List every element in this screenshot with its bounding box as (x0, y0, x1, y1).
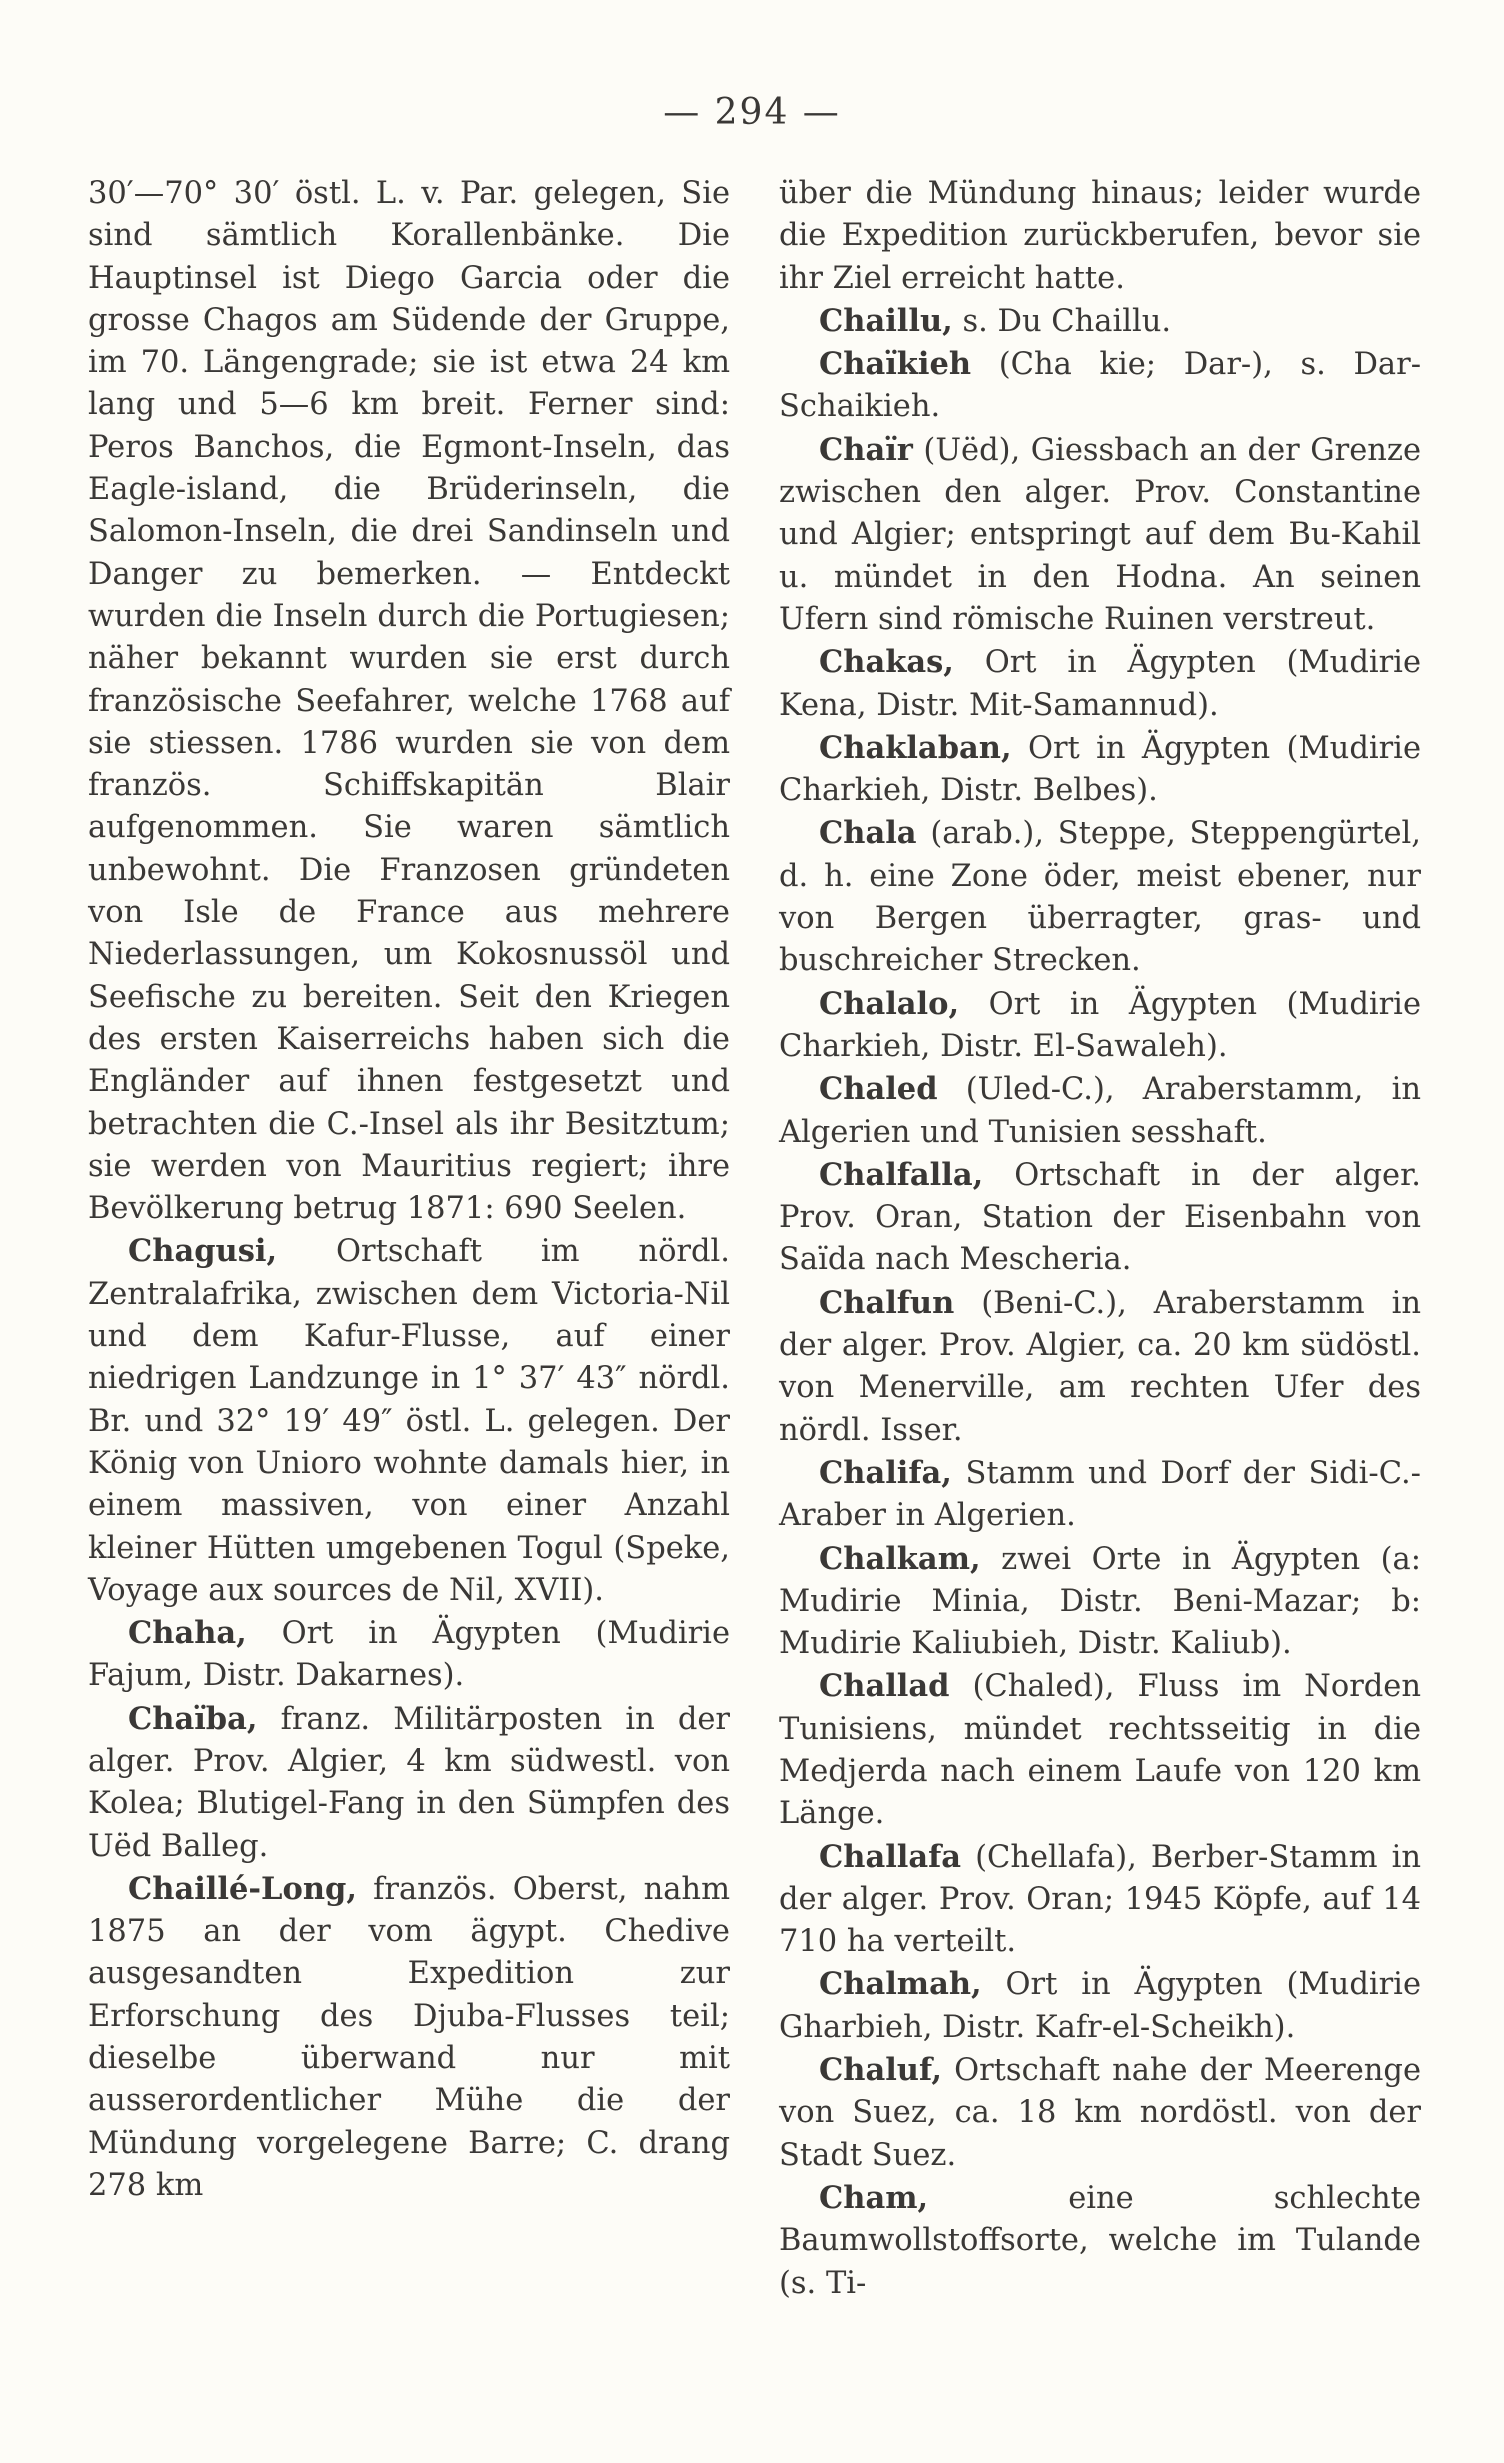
entry-text: Ort in Ägypten (Mudirie Gharbieh, Distr. Kafr-el-Scheikh). (779, 1967, 1421, 2045)
dictionary-entry (779, 343, 1421, 429)
dictionary-entry (779, 1154, 1421, 1282)
entry-text: französ. Oberst, nahm 1875 an der vom ägypt. Chedive ausgesandten Expedition zur Erforschung des Djuba-Flusses teil; dieselbe überwand nur mit ausserordentlicher Mühe die der Mündung vorgelegene Barre; C. drang 278 km (88, 1871, 730, 2203)
entry-headword: Chaled (819, 1071, 938, 1108)
entry-headword: Chala (819, 815, 917, 852)
dictionary-entry (88, 172, 730, 1230)
entry-text: (Uled-C.), Araberstamm, in Algerien und Tunisien sesshaft. (779, 1072, 1421, 1150)
dictionary-entry (779, 1665, 1421, 1835)
entry-headword: Chalfun (819, 1284, 955, 1321)
entry-text: (arab.), Steppe, Steppengürtel, d. h. eine Zone öder, meist ebener, nur von Bergen überragter, gras- und buschreicher Strecken. (779, 816, 1421, 979)
entry-headword: Chalkam, (819, 1540, 981, 1577)
dictionary-entry (779, 2049, 1421, 2177)
entry-text: Ort in Ägypten (Mudirie Charkieh, Distr. El-Sawaleh). (779, 986, 1421, 1064)
dictionary-entry (88, 1868, 730, 2207)
entry-text: Ortschaft nahe der Meerenge von Suez, ca. 18 km nordöstl. von der Stadt Suez. (779, 2053, 1421, 2173)
entry-headword: Chalifa, (819, 1454, 952, 1491)
dictionary-entry (779, 1836, 1421, 1964)
entry-text: (Chellafa), Berber-Stamm in der alger. Prov. Oran; 1945 Köpfe, auf 14 710 ha verteilt. (779, 1839, 1421, 1960)
entry-headword: Chaïkieh (819, 346, 972, 383)
dictionary-entry (779, 1068, 1421, 1154)
entry-text: eine schlechte Baumwollstoffsorte, welche im Tulande (s. Ti- (779, 2180, 1421, 2301)
entry-headword: Cham, (819, 2179, 929, 2216)
entry-headword: Chaluf, (819, 2052, 943, 2089)
entry-text: zwei Orte in Ägypten (a: Mudirie Minia, Distr. Beni-Mazar; b: Mudirie Kaliubieh, Distr. Kaliub). (779, 1541, 1421, 1662)
entry-headword: Chagusi, (128, 1233, 278, 1270)
entry-text: franz. Militärposten in der alger. Prov. Algier, 4 km südwestl. von Kolea; Blutigel-Fang in den Sümpfen des Uëd Balleg. (88, 1701, 730, 1864)
dictionary-entry (779, 641, 1421, 727)
entry-text: Ort in Ägypten (Mudirie Kena, Distr. Mit-Samannud). (779, 645, 1421, 723)
entry-text: Ort in Ägypten (Mudirie Fajum, Distr. Dakarnes). (88, 1616, 730, 1694)
dictionary-entry (779, 1282, 1421, 1452)
entry-text: (Uëd), Giessbach an der Grenze zwischen den alger. Prov. Constantine und Algier; entspringt auf dem Bu-Kahil u. mündet in den Hodna. An seinen Ufern sind römische Ruinen verstreut. (779, 432, 1421, 637)
dictionary-entry (779, 727, 1421, 813)
entry-text: (Beni-C.), Araberstamm in der alger. Prov. Algier, ca. 20 km südöstl. von Menerville, am rechten Ufer des nördl. Isser. (779, 1285, 1421, 1448)
dictionary-entry (88, 1230, 730, 1612)
dictionary-entry (779, 983, 1421, 1069)
dictionary-entry (779, 2177, 1421, 2305)
entry-headword: Chaïr (819, 431, 913, 468)
dictionary-entry (779, 172, 1421, 300)
dictionary-entry (779, 1963, 1421, 2049)
entry-text: (Chaled), Fluss im Norden Tunisiens, mündet rechtsseitig in die Medjerda nach einem Laufe von 120 km Länge. (779, 1669, 1421, 1832)
dictionary-entry (88, 1698, 730, 1868)
dictionary-entry (779, 300, 1421, 343)
entry-headword: Chalalo, (819, 985, 960, 1022)
entry-text: über die Mündung hinaus; leider wurde die Expedition zurückberufen, bevor sie ihr Ziel erreicht hatte. (779, 176, 1421, 296)
entry-text: Stamm und Dorf der Sidi-C.-Araber in Algerien. (779, 1455, 1421, 1534)
entry-headword: Chaïba, (128, 1700, 258, 1737)
entry-headword: Chaillé-Long, (128, 1870, 357, 1907)
entry-headword: Chakas, (819, 644, 954, 681)
dictionary-entry (779, 1452, 1421, 1538)
entry-text: Ortschaft in der alger. Prov. Oran, Station der Eisenbahn von Saïda nach Mescheria. (779, 1157, 1421, 1278)
entry-text: (Cha kie; Dar-), s. Dar-Schaikieh. (779, 347, 1421, 425)
dictionary-entry (779, 429, 1421, 641)
dictionary-entry (779, 1538, 1421, 1666)
entry-headword: Chaklaban, (819, 729, 1012, 766)
entry-text: Ort in Ägypten (Mudirie Charkieh, Distr. Belbes). (779, 730, 1421, 809)
right-column (779, 172, 1421, 2305)
entry-text: 30′—70° 30′ östl. L. v. Par. gelegen, Sie sind sämtlich Korallenbänke. Die Hauptinsel ist Diego Garcia oder die grosse Chagos am Südende der Gruppe, im 70. Längengrade; sie ist etwa 24 km lang und 5—6 km breit. Ferner sind: Peros Banchos, die Egmont-Inseln, das Eagle-island, die Brüderinseln, die Salomon-Inseln, die drei Sandinseln und Danger zu bemerken. — Entdeckt wurden die Inseln durch die Portugiesen; näher bekannt wurden sie erst durch französische Seefahrer, welche 1768 auf sie stiessen. 1786 wurden sie von dem französ. Schiffskapitän Blair aufgenommen. Sie waren sämtlich unbewohnt. Die Franzosen gründeten von Isle de France aus mehrere Niederlassungen, um Kokosnussöl und Seefische zu bereiten. Seit den Kriegen des ersten Kaiserreichs haben sich die Engländer auf ihnen festgesetzt und betrachten die C.-Insel als ihr Besitztum; sie werden von Mauritius regiert; ihre Bevölkerung betrug 1871: 690 Seelen. (88, 176, 730, 1227)
page-number: — 294 — (663, 92, 841, 133)
entry-headword: Chalmah, (819, 1966, 982, 2003)
left-column (88, 172, 730, 2207)
dictionary-entry (779, 812, 1421, 982)
entry-headword: Chaillu, (819, 302, 953, 339)
entry-text: s. Du Chaillu. (952, 303, 1172, 339)
entry-headword: Chaha, (128, 1615, 247, 1652)
entry-headword: Challad (819, 1668, 950, 1705)
entry-headword: Challafa (819, 1838, 962, 1875)
dictionary-entry (88, 1612, 730, 1698)
entry-text: Ortschaft im nördl. Zentralafrika, zwischen dem Victoria-Nil und dem Kafur-Flusse, auf einer niedrigen Landzunge in 1° 37′ 43″ nördl. Br. und 32° 19′ 49″ östl. L. gelegen. Der König von Unioro wohnte damals hier, in einem massiven, von einer Anzahl kleiner Hütten umgebenen Togul (Speke, Voyage aux sources de Nil, XVII). (88, 1234, 730, 1608)
entry-headword: Chalfalla, (819, 1156, 984, 1193)
